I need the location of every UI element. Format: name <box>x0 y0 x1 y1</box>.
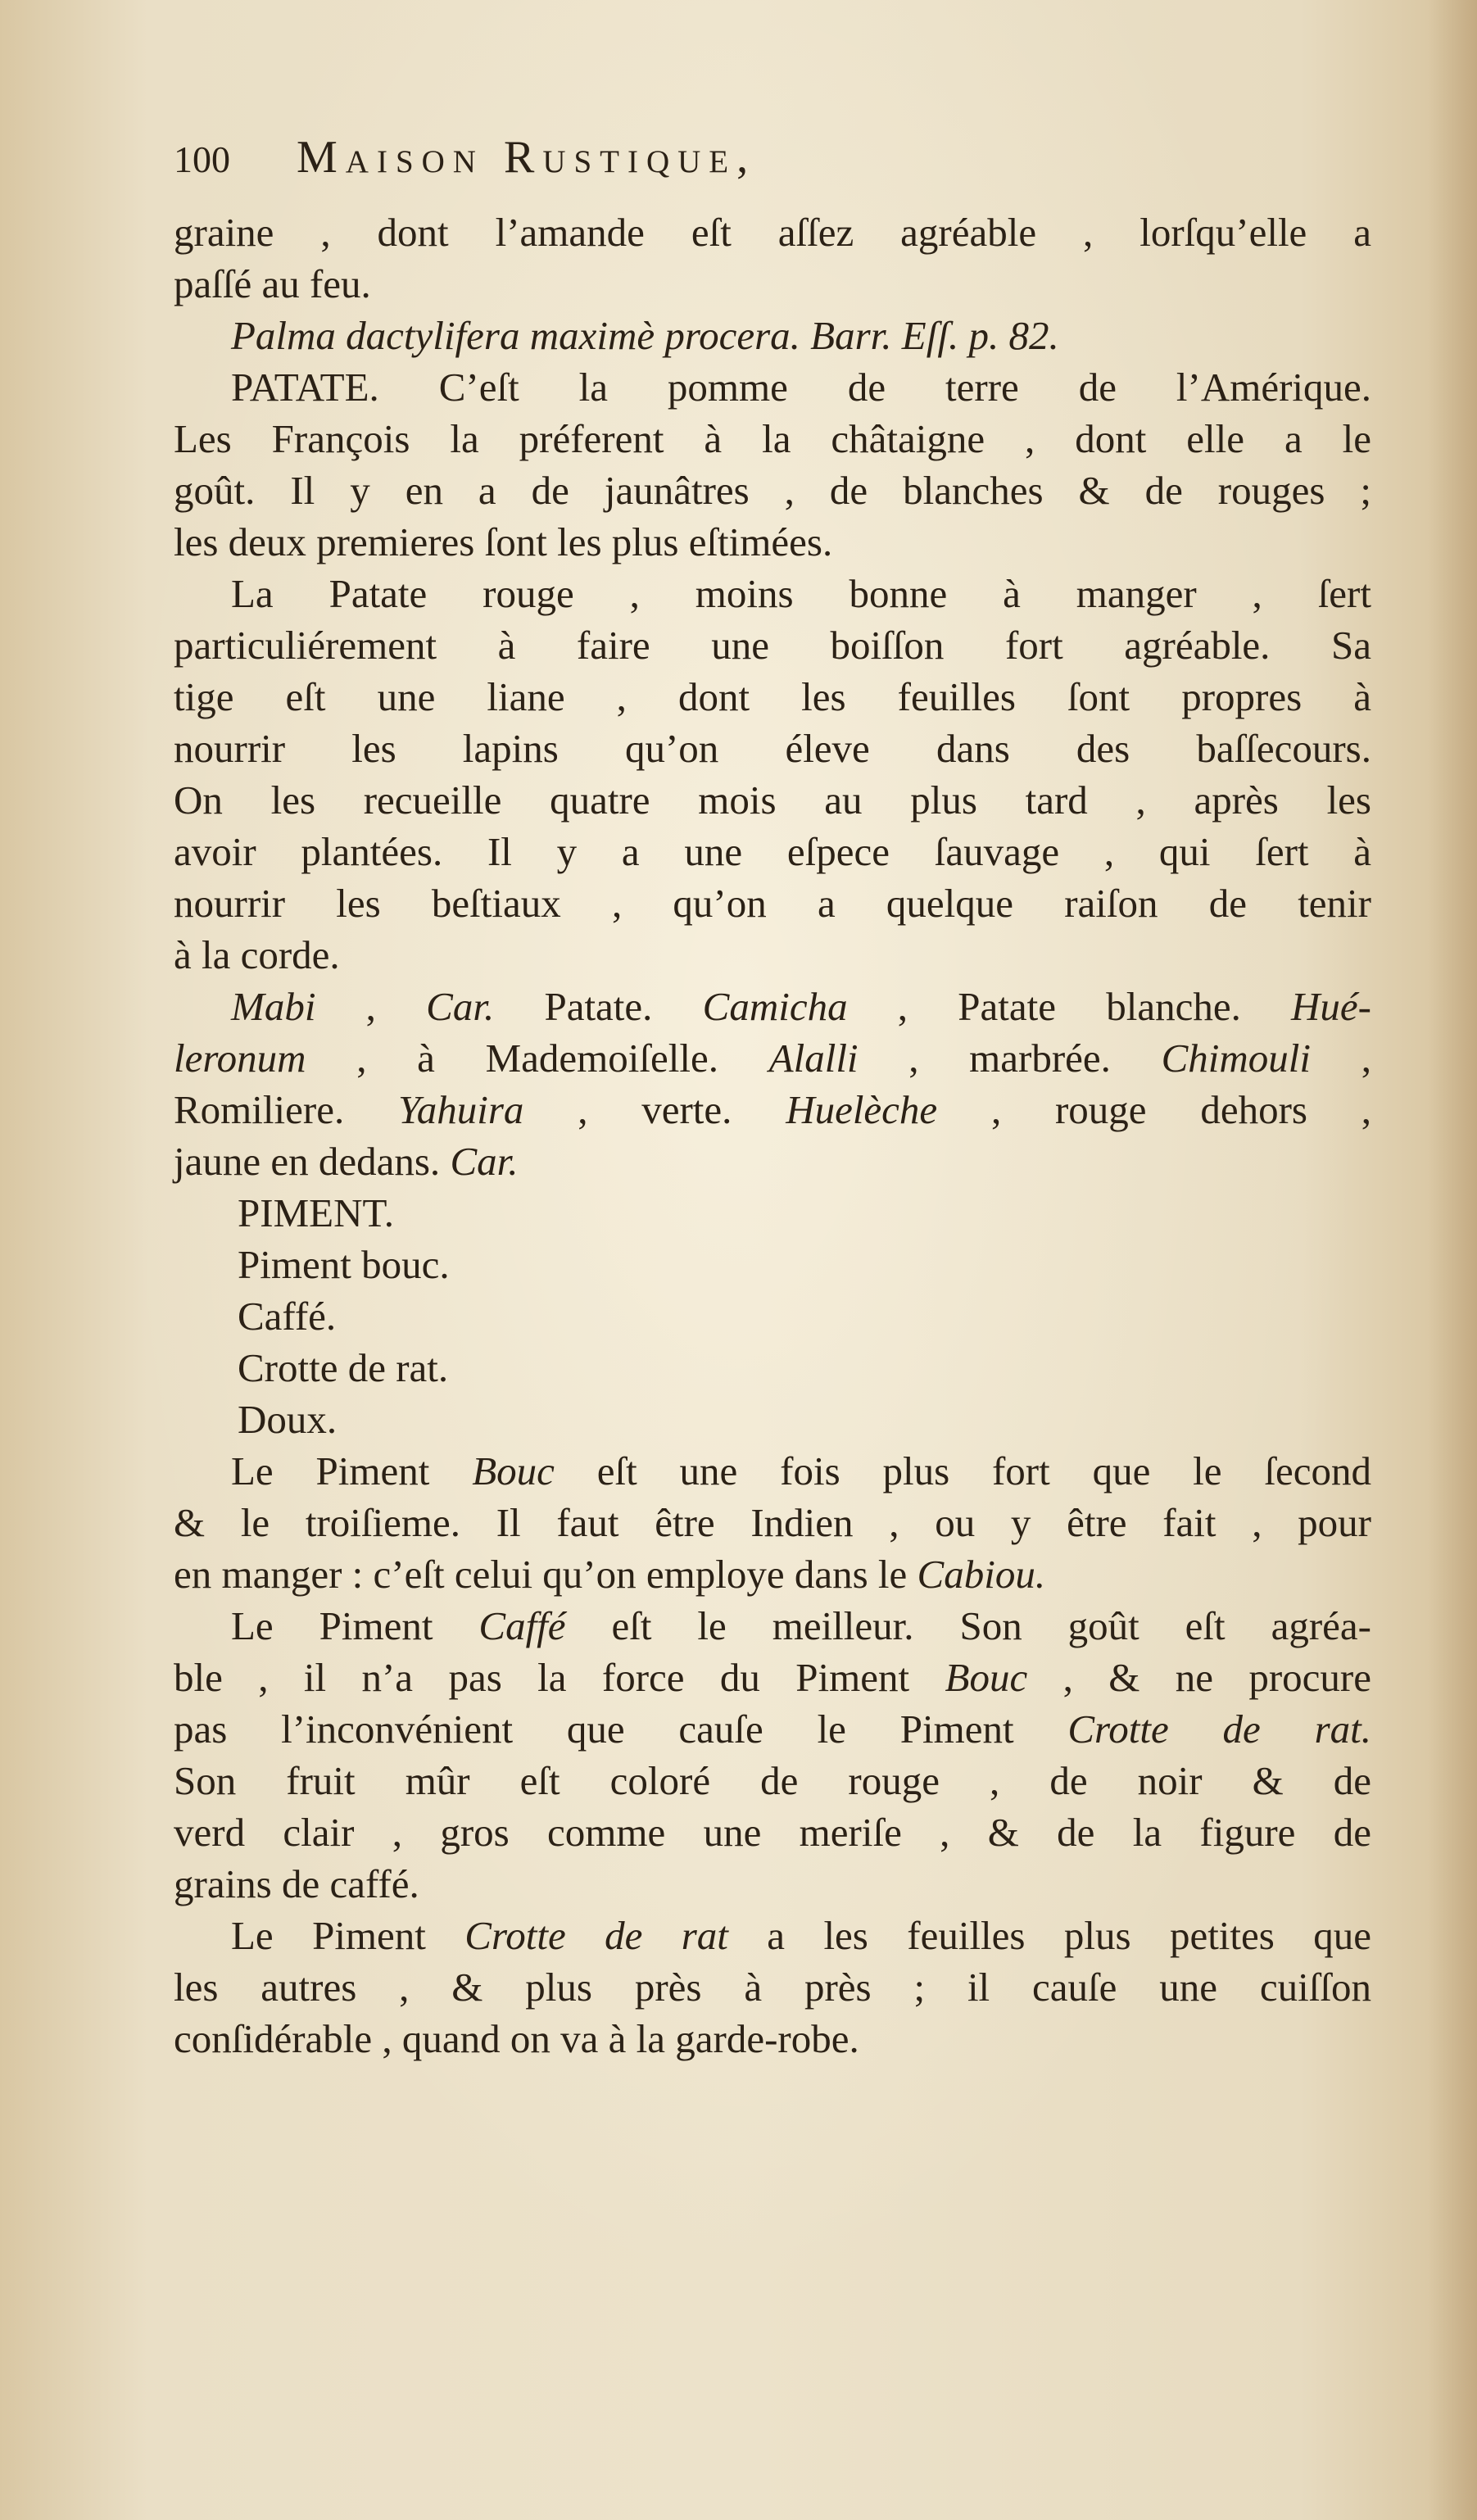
text-line <box>174 310 1371 361</box>
text-run: nourrir les lapins qu’on éleve dans des baſſecours. <box>174 726 1371 771</box>
text-run: paſſé au feu. <box>174 261 371 306</box>
text-run: pas l’inconvénient que cauſe le Piment <box>174 1706 1068 1752</box>
text-run: Le Piment <box>231 1448 473 1493</box>
body-text <box>174 206 1371 2064</box>
page-edge-shadow <box>1428 0 1477 2520</box>
text-line <box>174 568 1371 619</box>
text-run: grains de caffé. <box>174 1861 419 1906</box>
text-run: a les feuilles plus petites que <box>727 1913 1371 1958</box>
text-run: nourrir les beſtiaux , qu’on a quelque raiſon de tenir <box>174 881 1371 926</box>
italic-text-run: Crotte de rat <box>464 1913 728 1958</box>
text-line <box>174 929 1371 981</box>
text-line <box>174 2013 1371 2064</box>
text-run: particuliérement à faire une boiſſon fort agréable. Sa <box>174 623 1371 668</box>
italic-text-run: Cabiou. <box>917 1552 1046 1597</box>
text-run: Caffé. <box>238 1294 337 1339</box>
italic-text-run: Huelèche <box>786 1087 938 1132</box>
text-run: eſt le meilleur. Son goût eſt agréa- <box>565 1603 1371 1648</box>
italic-text-run: Car. <box>450 1139 519 1184</box>
text-run: , rouge dehors , <box>937 1087 1371 1132</box>
text-line <box>174 1961 1371 2013</box>
text-run: à la corde. <box>174 932 340 977</box>
text-run: Romiliere. <box>174 1087 398 1132</box>
italic-text-run: Bouc <box>472 1448 555 1493</box>
text-line <box>174 1600 1371 1652</box>
text-line <box>174 465 1371 516</box>
text-line <box>174 981 1371 1032</box>
text-run: , à Mademoiſelle. <box>306 1036 769 1081</box>
text-line <box>174 1290 1371 1342</box>
text-run: graine , dont l’amande eſt aſſez agréable , lorſqu’elle a <box>174 210 1371 255</box>
text-line <box>174 826 1371 877</box>
text-line <box>174 1135 1371 1187</box>
text-run: Doux. <box>238 1397 338 1442</box>
text-line <box>174 1394 1371 1445</box>
italic-text-run: Car. <box>426 984 495 1029</box>
italic-text-run: Chimouli <box>1161 1036 1312 1081</box>
text-run: eſt une fois plus fort que le ſecond <box>554 1448 1371 1493</box>
text-line <box>174 1239 1371 1290</box>
text-line <box>174 1703 1371 1755</box>
text-run: les autres , & plus près à près ; il cauſe une cuiſſon <box>174 1965 1371 2010</box>
text-line <box>174 1652 1371 1703</box>
text-run: PIMENT. <box>238 1190 394 1235</box>
text-run: jaune en dedans. <box>174 1139 451 1184</box>
text-line <box>174 1187 1371 1239</box>
italic-text-run: leronum <box>174 1036 306 1081</box>
text-line <box>174 1342 1371 1394</box>
text-run: PATATE. C’eſt la pomme de terre de l’Amérique. <box>231 365 1371 410</box>
text-line <box>174 1806 1371 1858</box>
text-run: verd clair , gros comme une meriſe , & de la figure de <box>174 1810 1371 1855</box>
text-run: , <box>1311 1036 1371 1081</box>
text-run: avoir plantées. Il y a une eſpece ſauvage , qui ſert à <box>174 829 1371 874</box>
text-line <box>174 1548 1371 1600</box>
text-line <box>174 1497 1371 1548</box>
text-line <box>174 1032 1371 1084</box>
text-block <box>174 131 1371 2064</box>
text-line <box>174 619 1371 671</box>
text-run: , & ne procure <box>1027 1655 1372 1700</box>
italic-text-run: Mabi <box>231 984 316 1029</box>
text-run: , marbrée. <box>858 1036 1162 1081</box>
text-line <box>174 671 1371 723</box>
text-run: Le Piment <box>231 1913 465 1958</box>
italic-text-run: Camicha <box>702 984 848 1029</box>
text-line <box>174 774 1371 826</box>
text-line <box>174 877 1371 929</box>
text-line <box>174 1084 1371 1135</box>
text-run: La Patate rouge , moins bonne à manger , ſert <box>231 571 1371 616</box>
text-run: tige eſt une liane , dont les feuilles ſont propres à <box>174 674 1371 719</box>
text-line <box>174 1755 1371 1806</box>
text-run: , <box>315 984 427 1029</box>
text-line <box>174 1910 1371 1961</box>
running-head <box>174 131 1371 206</box>
text-line <box>174 723 1371 774</box>
text-run: Piment bouc. <box>238 1242 450 1287</box>
text-run: Crotte de rat. <box>238 1345 449 1390</box>
text-line <box>174 361 1371 413</box>
text-run: les deux premieres ſont les plus eſtimées. <box>174 519 833 564</box>
text-run: ble , il n’a pas la force du Piment <box>174 1655 945 1700</box>
text-run: , Patate blanche. <box>847 984 1292 1029</box>
italic-text-run: Palma dactylifera maximè procera. Barr. Eſſ. p. 82. <box>231 313 1059 358</box>
text-line <box>174 258 1371 310</box>
italic-text-run: Hué- <box>1291 984 1371 1029</box>
text-run: On les recueille quatre mois au plus tard , après les <box>174 777 1371 823</box>
running-title: Maison Rustique, <box>297 132 757 183</box>
text-run: en manger : c’eſt celui qu’on employe dans le <box>174 1552 917 1597</box>
text-line <box>174 1445 1371 1497</box>
page-number: 100 <box>174 138 230 180</box>
text-line <box>174 206 1371 258</box>
text-line <box>174 516 1371 568</box>
italic-text-run: Caffé <box>478 1603 566 1648</box>
text-run: , verte. <box>523 1087 786 1132</box>
italic-text-run: Alalli <box>768 1036 859 1081</box>
text-run: Le Piment <box>231 1603 479 1648</box>
text-run: Son fruit mûr eſt coloré de rouge , de noir & de <box>174 1758 1371 1803</box>
italic-text-run: Bouc <box>945 1655 1028 1700</box>
text-line <box>174 1858 1371 1910</box>
italic-text-run: Yahuira <box>397 1087 524 1132</box>
text-run: conſidérable , quand on va à la garde-robe. <box>174 2016 859 2061</box>
text-run: Patate. <box>494 984 703 1029</box>
text-line <box>174 413 1371 465</box>
text-run: Les François la préferent à la châtaigne , dont elle a le <box>174 416 1371 461</box>
italic-text-run: Crotte de rat. <box>1067 1706 1371 1752</box>
text-run: & le troiſieme. Il faut être Indien , ou y être fait , pour <box>174 1500 1371 1545</box>
text-run: goût. Il y en a de jaunâtres , de blanches & de rouges ; <box>174 468 1371 513</box>
